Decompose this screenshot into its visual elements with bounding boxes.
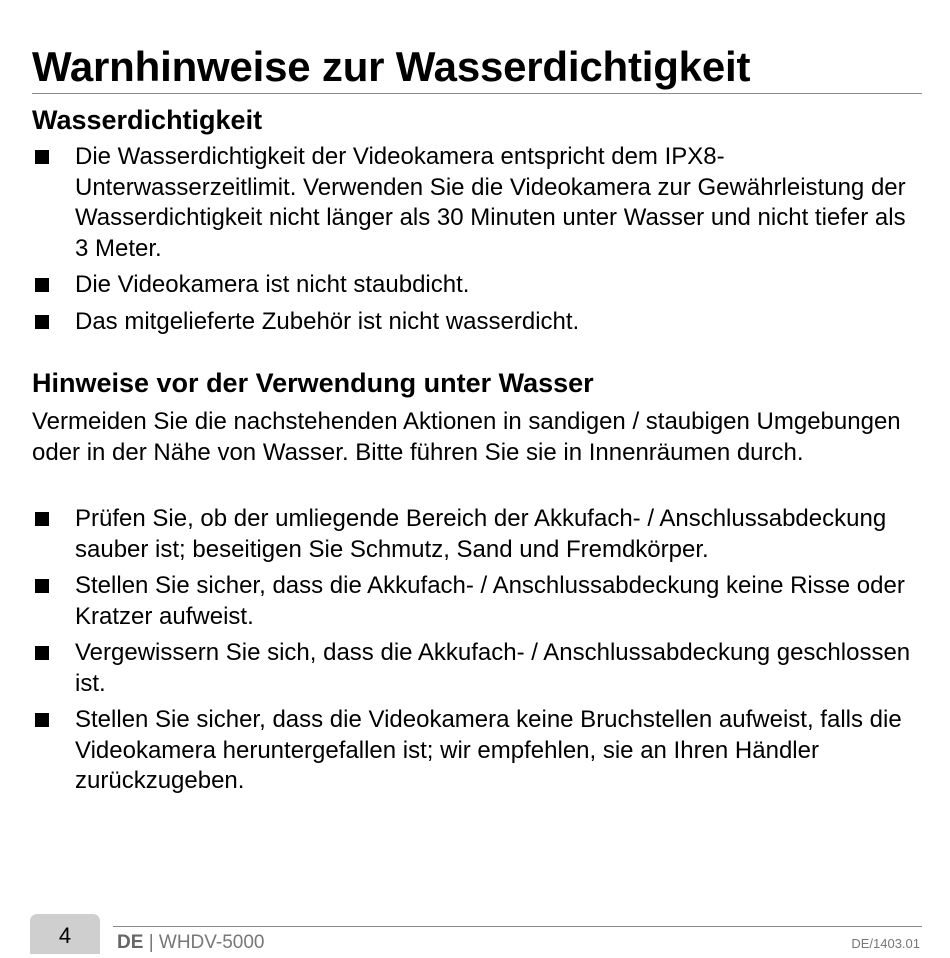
underwater-checklist bbox=[32, 504, 924, 803]
footer-divider bbox=[113, 926, 922, 927]
square-bullet-icon bbox=[35, 713, 49, 727]
footer-model: WHDV-5000 bbox=[158, 932, 265, 953]
list-item bbox=[32, 504, 924, 565]
list-item-text: Stellen Sie sicher, dass die Videokamera keine Bruchstellen aufweist, falls die Videokamera heruntergefallen ist; wir empfehlen, sie an Ihren Händler zurückzugeben. bbox=[75, 706, 902, 794]
section-heading-waterproofing: Wasserdichtigkeit bbox=[32, 105, 263, 135]
page-number-tab bbox=[30, 914, 100, 954]
page-number: 4 bbox=[58, 923, 72, 948]
section-heading-underwater-notes: Hinweise vor der Verwendung unter Wasser bbox=[32, 368, 594, 398]
list-item-text: Das mitgelieferte Zubehör ist nicht wasserdicht. bbox=[75, 307, 580, 335]
page-title: Warnhinweise zur Wasserdichtigkeit bbox=[32, 43, 751, 90]
square-bullet-icon bbox=[35, 150, 49, 164]
list-item-text: Die Wasserdichtigkeit der Videokamera entspricht dem IPX8-Unterwasserzeitlimit. Verwenden Sie die Videokamera zur Gewährleistung der Wasserdichtigkeit nicht länger als 30 Minuten unter Wasser und nicht tiefer als 3 Meter. bbox=[75, 143, 906, 262]
list-item-text: Prüfen Sie, ob der umliegende Bereich der Akkufach- / Anschlussabdeckung sauber ist; beseitigen Sie Schmutz, Sand und Fremdkörper. bbox=[75, 505, 887, 563]
square-bullet-icon bbox=[35, 315, 49, 329]
list-item-text: Stellen Sie sicher, dass die Akkufach- / Anschlussabdeckung keine Risse oder Kratzer aufweist. bbox=[75, 572, 905, 630]
section-intro: Vermeiden Sie die nachstehenden Aktionen in sandigen / staubigen Umgebungen oder in der Nähe von Wasser. Bitte führen Sie sie in Innenräumen durch. bbox=[32, 408, 901, 466]
list-item bbox=[32, 571, 924, 632]
footer-separator: | bbox=[148, 932, 154, 953]
list-item bbox=[32, 307, 924, 338]
list-item bbox=[32, 142, 924, 264]
list-item bbox=[32, 705, 924, 797]
square-bullet-icon bbox=[35, 512, 49, 526]
square-bullet-icon bbox=[35, 646, 49, 660]
list-item-text: Vergewissern Sie sich, dass die Akkufach- / Anschlussabdeckung geschlossen ist. bbox=[75, 639, 911, 697]
footer-model-label bbox=[117, 932, 265, 954]
list-item bbox=[32, 638, 924, 699]
title-divider bbox=[32, 93, 922, 94]
list-item bbox=[32, 270, 924, 301]
footer-doc-code: DE/1403.01 bbox=[851, 936, 920, 951]
square-bullet-icon bbox=[35, 579, 49, 593]
square-bullet-icon bbox=[35, 278, 49, 292]
waterproofing-list bbox=[32, 142, 924, 337]
footer-language: DE bbox=[117, 932, 144, 953]
list-item-text: Die Videokamera ist nicht staubdicht. bbox=[75, 271, 470, 298]
